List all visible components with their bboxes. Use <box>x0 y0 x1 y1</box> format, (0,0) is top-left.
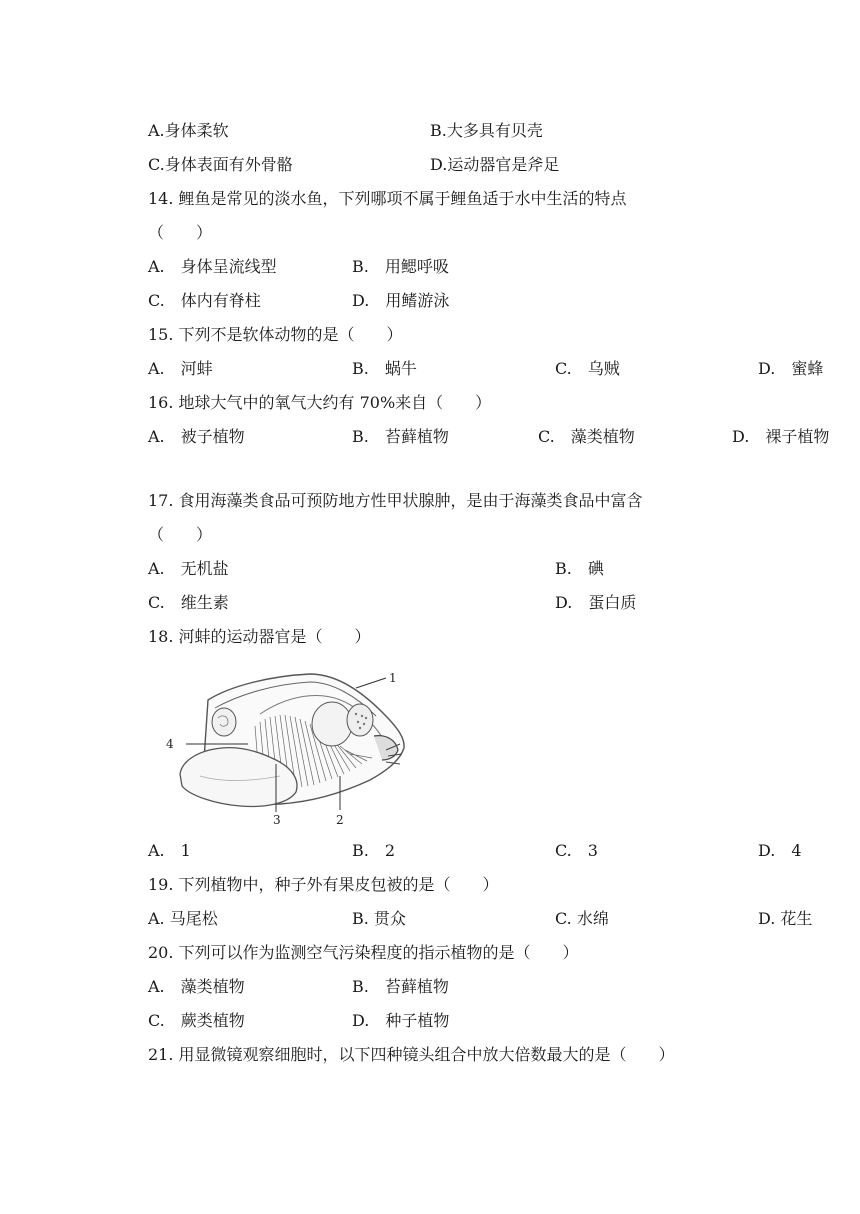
q17-answer-paren: （ ） <box>148 525 213 544</box>
q17-stem: 17. 食用海藻类食品可预防地方性甲状腺肿，是由于海藻类食品中富含 <box>148 491 643 510</box>
leader-line-1 <box>356 678 386 688</box>
label-1: 1 <box>389 671 397 685</box>
q21-stem: 21. 用显微镜观察细胞时，以下四种镜头组合中放大倍数最大的是（ ） <box>148 1045 675 1064</box>
q20-stem: 20. 下列可以作为监测空气污染程度的指示植物的是（ ） <box>148 943 579 962</box>
q17-option-c: C. 维生素 <box>148 593 229 612</box>
q18-option-a: A. 1 <box>148 841 191 860</box>
q13-option-a: A.身体柔软 <box>148 121 229 140</box>
q17-option-a: A. 无机盐 <box>148 559 229 578</box>
q13-option-b: B.大多具有贝壳 <box>430 121 543 140</box>
q14-option-a: A. 身体呈流线型 <box>148 257 277 276</box>
q16-option-c: C. 藻类植物 <box>538 427 635 446</box>
q18-option-d: D. 4 <box>758 841 802 860</box>
q17-option-d: D. 蛋白质 <box>555 593 637 612</box>
q14-stem: 14. 鲤鱼是常见的淡水鱼，下列哪项不属于鲤鱼适于水中生活的特点 <box>148 189 627 208</box>
q17-option-b: B. 碘 <box>555 559 604 578</box>
q14-option-c: C. 体内有脊柱 <box>148 291 261 310</box>
q14-answer-paren: （ ） <box>148 223 213 242</box>
q14-option-b: B. 用鳃呼吸 <box>352 257 449 276</box>
gonad <box>347 704 373 736</box>
q16-option-d: D. 裸子植物 <box>732 427 830 446</box>
q15-option-b: B. 蜗牛 <box>352 359 417 378</box>
q19-option-c: C. 水绵 <box>555 909 609 928</box>
q20-option-a: A. 藻类植物 <box>148 977 245 996</box>
q18-stem: 18. 河蚌的运动器官是（ ） <box>148 627 371 646</box>
q15-stem: 15. 下列不是软体动物的是（ ） <box>148 325 403 344</box>
q14-option-d: D. 用鳍游泳 <box>352 291 450 310</box>
q16-option-b: B. 苔藓植物 <box>352 427 449 446</box>
q16-option-a: A. 被子植物 <box>148 427 245 446</box>
mussel-anatomy-figure <box>160 664 410 829</box>
q19-option-b: B. 贯众 <box>352 909 406 928</box>
q18-option-c: C. 3 <box>555 841 598 860</box>
q13-option-d: D.运动器官是斧足 <box>430 155 560 174</box>
visceral-mass <box>312 702 352 746</box>
q19-option-d: D. 花生 <box>758 909 813 928</box>
q19-stem: 19. 下列植物中，种子外有果皮包被的是（ ） <box>148 875 499 894</box>
label-3: 3 <box>273 813 281 827</box>
q16-stem: 16. 地球大气中的氧气大约有 70%来自（ ） <box>148 393 492 412</box>
label-4: 4 <box>166 737 174 751</box>
q15-option-c: C. 乌贼 <box>555 359 620 378</box>
q20-option-c: C. 蕨类植物 <box>148 1011 245 1030</box>
q13-option-c: C.身体表面有外骨骼 <box>148 155 293 174</box>
q20-option-d: D. 种子植物 <box>352 1011 450 1030</box>
q19-option-a: A. 马尾松 <box>148 909 218 928</box>
q18-option-b: B. 2 <box>352 841 396 860</box>
q20-option-b: B. 苔藓植物 <box>352 977 449 996</box>
label-2: 2 <box>336 813 344 827</box>
adductor-muscle <box>212 708 236 736</box>
q15-option-a: A. 河蚌 <box>148 359 213 378</box>
q15-option-d: D. 蜜蜂 <box>758 359 824 378</box>
